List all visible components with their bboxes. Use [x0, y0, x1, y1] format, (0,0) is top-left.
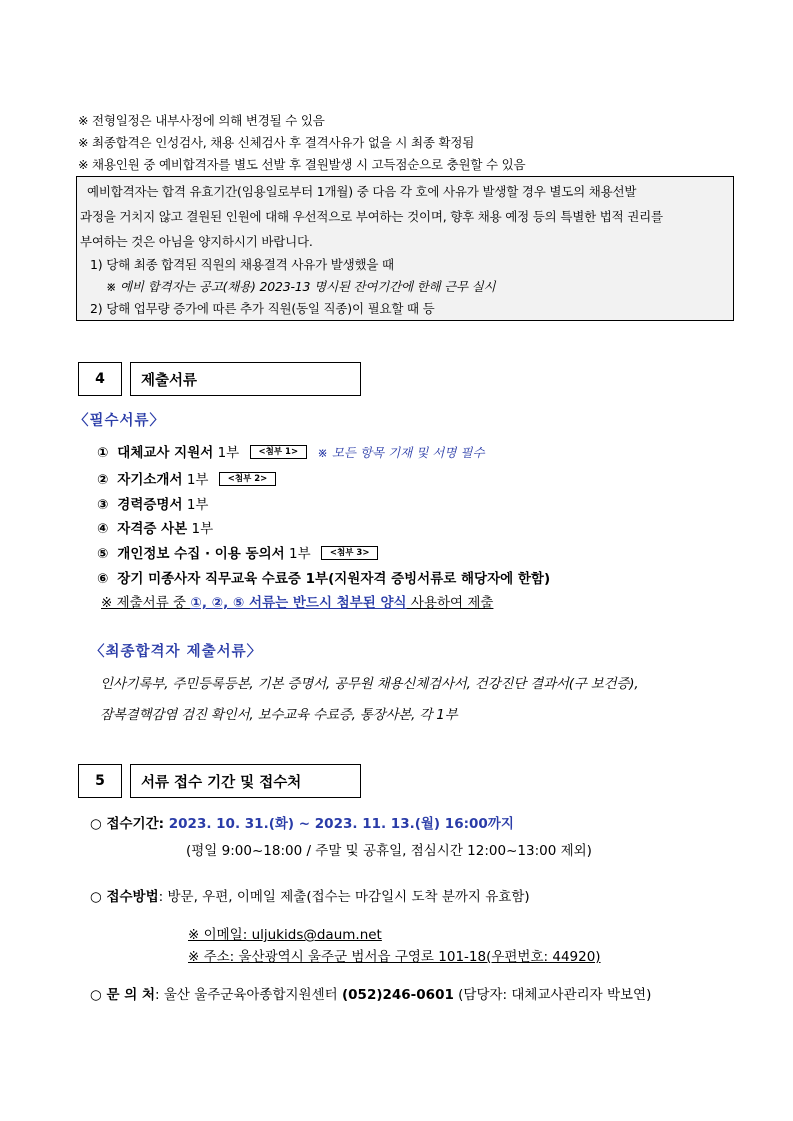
doc-item-5 [97, 542, 378, 562]
doc-item-2-name: 자기소개서 [117, 472, 183, 488]
doc-item-6-name: 장기 미종사자 직무교육 수료증 1부(지원자격 증빙서류로 해당자에 한함) [117, 571, 551, 587]
doc-item-2-qty: 1부 [186, 472, 209, 488]
doc-item-4-qty: 1부 [191, 521, 214, 537]
doc-item-2-tag: <첨부 2> [219, 472, 277, 486]
doc-item-3-qty: 1부 [186, 497, 209, 513]
period-label: ○ 접수기간 [90, 816, 159, 832]
section-5-title: 서류 접수 기간 및 접수처 [130, 764, 361, 798]
doc-item-4-num: ④ [97, 521, 109, 537]
doc-item-5-num: ⑤ [97, 546, 109, 562]
doc-item-6-num: ⑥ [97, 571, 109, 587]
reserve-info-box [76, 176, 734, 321]
doc-item-1-tag: <첨부 1> [250, 445, 308, 459]
method-label: ○ 접수방법 [90, 889, 159, 905]
contact-row [90, 983, 651, 1003]
doc-item-4-name: 자격증 사본 [117, 521, 188, 537]
contact-org: : 울산 울주군육아종합지원센터 [155, 987, 342, 1003]
doc-item-3-name: 경력증명서 [117, 497, 183, 513]
note-schedule: ※ 전형일정은 내부사정에 의해 변경될 수 있음 [78, 113, 325, 128]
final-docs-line-2: 잠복결핵감염 검진 확인서, 보수교육 수료증, 통장사본, 각 1부 [100, 707, 458, 723]
doc-item-5-qty: 1부 [288, 546, 311, 562]
period-sub: (평일 9:00~18:00 / 주말 및 공휴일, 점심시간 12:00~13:00 제외) [186, 843, 592, 859]
doc-item-4 [97, 517, 213, 537]
method-value: : 방문, 우편, 이메일 제출(접수는 마감일시 도착 분까지 유효함) [158, 889, 530, 905]
method-row [90, 885, 530, 905]
doc-item-2 [97, 468, 276, 488]
note-reserve: ※ 채용인원 중 예비합격자를 별도 선발 후 결원발생 시 고득점순으로 충원할 수 있음 [78, 157, 526, 172]
reserve-item-2: 2) 당해 업무량 증가에 따른 추가 직원(동일 직종)이 필요할 때 등 [90, 301, 435, 316]
note-final-pass: ※ 최종합격은 인성검사, 채용 신체검사 후 결격사유가 없을 시 최종 확정됨 [78, 135, 475, 150]
doc-item-1-name: 대체교사 지원서 [117, 445, 214, 461]
required-docs-heading: 〈필수서류〉 [74, 413, 166, 429]
section-4-number: 4 [78, 362, 122, 396]
doc-item-5-tag: <첨부 3> [321, 546, 379, 560]
docs-footnote-suffix: 사용하여 제출 [406, 595, 494, 611]
doc-item-3 [97, 493, 208, 513]
reserve-item-1-note: ※ 예비 합격자는 공고(채용) 2023-13 명시된 잔여기간에 한해 근무 실시 [106, 279, 496, 294]
docs-footnote-highlight: ①, ②, ⑤ 서류는 반드시 첨부된 양식 [190, 595, 407, 611]
address-line: ※ 주소: 울산광역시 울주군 범서읍 구영로 101-18(우편번호: 44920) [188, 949, 601, 965]
email-line: ※ 이메일: uljukids@daum.net [188, 927, 382, 943]
period-row: ○ 접수기간: 2023. 10. 31.(화) ~ 2023. 11. 13.(월) 16:00까지 [90, 816, 514, 832]
doc-item-6 [97, 567, 550, 587]
contact-phone: (052)246-0601 [341, 987, 454, 1003]
final-docs-heading: 〈최종합격자 제출서류〉 [90, 644, 263, 660]
section-5-number: 5 [78, 764, 122, 798]
doc-item-1-note: ※ 모든 항목 기재 및 서명 필수 [317, 445, 485, 460]
contact-label: ○ 문 의 처 [90, 987, 156, 1003]
doc-item-5-name: 개인정보 수집 · 이용 동의서 [117, 546, 285, 562]
doc-item-3-num: ③ [97, 497, 109, 513]
reserve-item-1: 1) 당해 최종 합격된 직원의 채용결격 사유가 발생했을 때 [90, 257, 394, 272]
docs-footnote [101, 591, 493, 611]
contact-person: (담당자: 대체교사관리자 박보연) [453, 987, 652, 1003]
doc-item-1-qty: 1부 [217, 445, 240, 461]
reserve-line-3: 부여하는 것은 아님을 양지하시기 바랍니다. [80, 234, 313, 249]
section-4-title: 제출서류 [130, 362, 361, 396]
period-value: 2023. 10. 31.(화) ~ 2023. 11. 13.(월) 16:00까지 [168, 816, 514, 832]
reserve-line-2: 과정을 거치지 않고 결원된 인원에 대해 우선적으로 부여하는 것이며, 향후 채용 예정 등의 특별한 법적 권리를 [80, 209, 663, 224]
docs-footnote-prefix: ※ 제출서류 중 [101, 595, 191, 611]
doc-item-1-num: ① [97, 445, 109, 461]
reserve-line-1: 예비합격자는 합격 유효기간(임용일로부터 1개월) 중 다음 각 호에 사유가 발생할 경우 별도의 채용선발 [87, 184, 637, 199]
doc-item-1 [97, 441, 485, 461]
doc-item-2-num: ② [97, 472, 109, 488]
final-docs-line-1: 인사기록부, 주민등록등본, 기본 증명서, 공무원 채용신체검사서, 건강진단 결과서(구 보건증), [100, 676, 639, 692]
